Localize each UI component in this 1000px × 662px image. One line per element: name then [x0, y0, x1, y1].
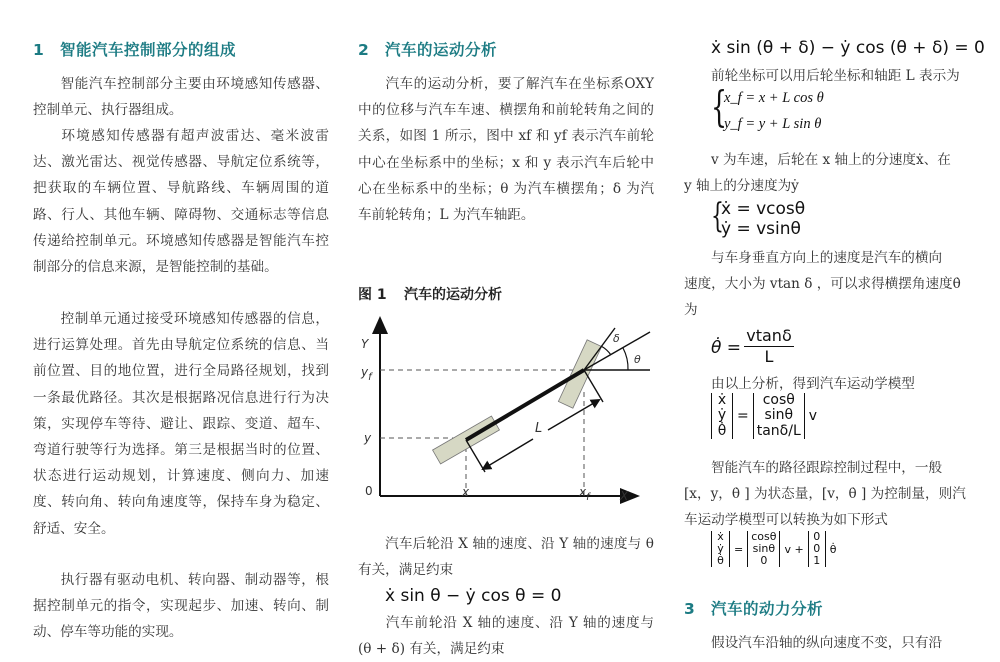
section-2-number: 2	[358, 41, 370, 59]
equation-xdot: ẋ = vcosθ	[721, 199, 806, 219]
text-line: v 为车速，后轮在 x 轴上的分速度ẋ、在	[711, 152, 951, 168]
paragraph: 执行器有驱动电机、转向器、制动器等，根据控制单元的指令，实现起步、加速、转向、制动、停车等功能的实现。	[33, 572, 329, 641]
figure-caption	[358, 284, 502, 304]
theta-arc	[623, 348, 628, 370]
label-delta: δ	[613, 332, 620, 345]
text-line: 车运动学模型可以转换为如下形式	[684, 512, 888, 528]
brace: {	[711, 196, 724, 236]
text-line: 为	[684, 302, 698, 318]
text-line: 速度，大小为 vtan δ ，可以求得横摆角速度θ̇	[684, 276, 961, 292]
delta-arc	[601, 346, 611, 355]
paragraph: 汽车后轮沿 X 轴的速度、沿 Y 轴的速度与 θ 有关，满足约束	[358, 536, 654, 579]
label-yf: $y_f$	[361, 365, 372, 383]
section-3-title: 汽车的动力分析	[711, 600, 824, 618]
label-y-axis: Y	[361, 337, 369, 351]
paragraph: 控制单元通过接受环境感知传感器的信息，进行运算处理。首先由导航定位系统的信息、当前位置、目的地位置，进行全局路径规划，找到一条最优路径。其次是根据路况信息进行行为决策，实现停车等待、避让、跟踪、变道、超车、弯道行驶等行为选择。第三是根据当时的位置、状态进行运动规划，计算速度、侧向力、加速度、转向角、转向角速度等，保持车身为稳定、舒适、安全。	[33, 311, 329, 537]
equation-ydot: ẏ = vsinθ	[721, 219, 801, 239]
figure-title: 汽车的运动分析	[404, 287, 502, 303]
yaw-rate-input-vector: 0 0 1	[808, 531, 826, 567]
paragraph: 汽车的运动分析，要了解汽车在坐标系OXY 中的位移与汽车车速、横摆角和前轮转角之间的关系，如图 1 所示，图中 xf 和 yf 表示汽车前轮中心在坐标系中的坐标；x 和 y 表示汽车后轮中心在坐标系中的坐标；θ 为汽车横摆角；δ 为汽车前轮转角；L 为汽车轴距。	[358, 76, 654, 224]
equation-thetadot-lhs: θ̇ =	[711, 338, 742, 358]
paragraph: 智能汽车控制部分主要由环境感知传感器、控制单元、执行器组成。	[33, 76, 329, 119]
text-line: 由以上分析，得到汽车运动学模型	[711, 376, 915, 392]
paragraph: 环境感知传感器有超声波雷达、毫米波雷达、激光雷达、视觉传感器、导航定位系统等，把获取的车辆位置、导航路线、车辆周围的道路、行人、其他车辆、障碍物、交通标志等信息传递给控制单元。环境感知传感器是智能汽车控制部分的信息来源，是智能控制的基础。	[33, 128, 329, 276]
section-1-title: 智能汽车控制部分的组成	[60, 41, 237, 59]
velocity-input-vector: cosθ sinθ 0	[747, 531, 780, 567]
text-line: 智能汽车的路径跟踪控制过程中，一般	[711, 460, 943, 476]
vehicle-kinematics-diagram	[358, 312, 654, 512]
l-tick-rear	[466, 440, 485, 472]
label-x-axis: X	[620, 489, 629, 503]
text-line: 前轮坐标可以用后轮坐标和轴距 L 表示为	[711, 68, 960, 84]
label-l: L	[535, 421, 543, 436]
paragraph: 汽车前轮沿 X 轴的速度、沿 Y 轴的速度与 (θ + δ) 有关，满足约束	[358, 615, 654, 658]
text-line: 与车身垂直方向上的速度是汽车的横向	[711, 250, 943, 266]
section-1-number: 1	[33, 41, 45, 59]
kinematic-model-matrix: ẋ ẏ θ̇ = cosθ sinθ tanδ/L v	[711, 393, 821, 439]
label-origin: 0	[365, 484, 373, 498]
section-3-heading	[684, 597, 823, 619]
figure-number: 图 1	[358, 287, 387, 303]
fraction-numerator: vtanδ	[744, 326, 794, 347]
section-2-heading	[358, 38, 497, 60]
control-form-matrix: ẋ ẏ θ̇ = cosθ sinθ 0 v + 0 0 1 θ̇	[711, 531, 840, 567]
equation-xf: x_f = x + L cos θ	[724, 90, 824, 106]
coefficient-vector: cosθ sinθ tanδ/L	[753, 393, 805, 439]
label-xf: $x_f$	[579, 485, 590, 503]
equation-rear-constraint: ẋ sin θ − ẏ cos θ = 0	[385, 586, 562, 606]
brace: {	[711, 82, 728, 131]
label-theta: θ	[634, 353, 641, 366]
section-1-heading	[33, 38, 236, 60]
fraction-denominator: L	[764, 347, 774, 366]
text-line: y 轴上的分速度为ẏ	[684, 178, 799, 194]
label-x: x	[462, 485, 470, 499]
section-3-number: 3	[684, 600, 696, 618]
equation-thetadot-fraction	[744, 326, 794, 366]
label-y: y	[364, 431, 372, 445]
l-arrow-left	[483, 439, 533, 469]
equation-front-constraint: ẋ sin (θ + δ) − ẏ cos (θ + δ) = 0	[711, 38, 985, 58]
text-line: [x，y，θ̇ ] 为状态量，[v，θ̇ ] 为控制量，则汽	[684, 486, 966, 502]
text-line: 假设汽车沿轴的纵向速度不变，只有沿	[711, 635, 943, 651]
state-vector: ẋ ẏ θ̇	[711, 393, 733, 439]
section-2-title: 汽车的运动分析	[385, 41, 498, 59]
equation-yf: y_f = y + L sin θ	[724, 116, 822, 132]
y-axis-arrow	[372, 316, 388, 334]
l-tick-front	[584, 370, 603, 402]
state-vector: ẋ ẏ θ̇	[711, 531, 730, 567]
